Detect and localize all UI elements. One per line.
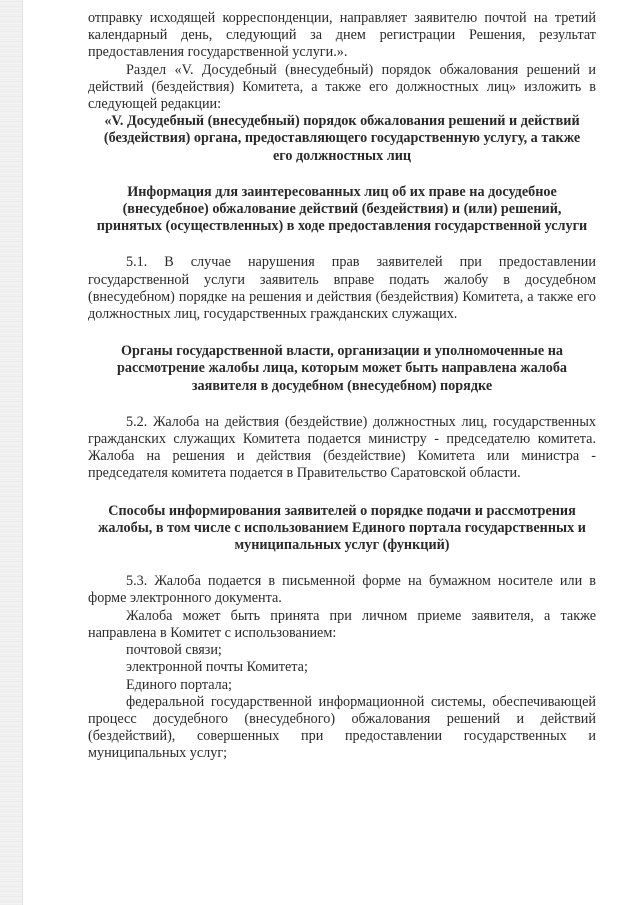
heading-information: Информация для заинтересованных лиц об их праве на досудебное (внесудебное) обжалование действий (бездействия) и (или) решений, принятых (осуществленных) в ходе предоставления государственной услуги	[96, 183, 588, 235]
list-item-postal: почтовой связи;	[126, 642, 222, 659]
paragraph-5-1: 5.1. В случае нарушения прав заявителей при предоставлении государственной услуги заявитель вправе подать жалобу в досудебном (внесудебном) порядке на решения и действия (бездействия) Комитета, а также его должностных лиц, государственных гражданских служащих.	[88, 254, 596, 323]
heading-authorities: Органы государственной власти, организации и уполномоченные на рассмотрение жалобы лица, которым может быть направлена жалоба заявителя в досудебном (внесудебном) порядке	[116, 343, 568, 394]
scan-edge	[0, 0, 23, 905]
list-item-email: электронной почты Комитета;	[126, 659, 308, 676]
section-title: «V. Досудебный (внесудебный) порядок обжалования решений и действий (бездействия) органа, предоставляющего государственную услугу, а также его должностных лиц	[103, 113, 581, 164]
list-item-federal-system: федеральной государственной информационной системы, обеспечивающей процесс досудебного (внесудебного) обжалования решений и действий (бездействий), совершенных при предоставлении государственных и муниципальных услуг;	[88, 693, 596, 762]
paragraph-complaint-channels: Жалоба может быть принята при личном приеме заявителя, а также направлена в Комитет с использованием:	[88, 607, 596, 641]
paragraph-5-3: 5.3. Жалоба подается в письменной форме на бумажном носителе или в форме электронного документа.	[88, 573, 596, 607]
paragraph-5-2: 5.2. Жалоба на действия (бездействие) должностных лиц, государственных гражданских служащих Комитета подается министру - председателю комитета. Жалоба на решения и действия (бездействие) Комитета или министра - председателя комитета подается в Правительство Саратовской области.	[88, 413, 596, 482]
document-page	[88, 10, 596, 763]
list-item-portal: Единого портала;	[126, 676, 232, 693]
heading-methods: Способы информирования заявителей о порядке подачи и рассмотрения жалобы, в том числе с использованием Единого портала государственных и муниципальных услуг (функций)	[98, 502, 586, 554]
paragraph-section-intro: Раздел «V. Досудебный (внесудебный) порядок обжалования решений и действий (бездействия) Комитета, а также его должностных лиц» изложить в следующей редакции:	[88, 61, 596, 113]
paragraph-continuation: отправку исходящей корреспонденции, направляет заявителю почтой на третий календарный день, следующий за днем регистрации Решения, результат предоставления государственной услуги.».	[88, 10, 596, 61]
